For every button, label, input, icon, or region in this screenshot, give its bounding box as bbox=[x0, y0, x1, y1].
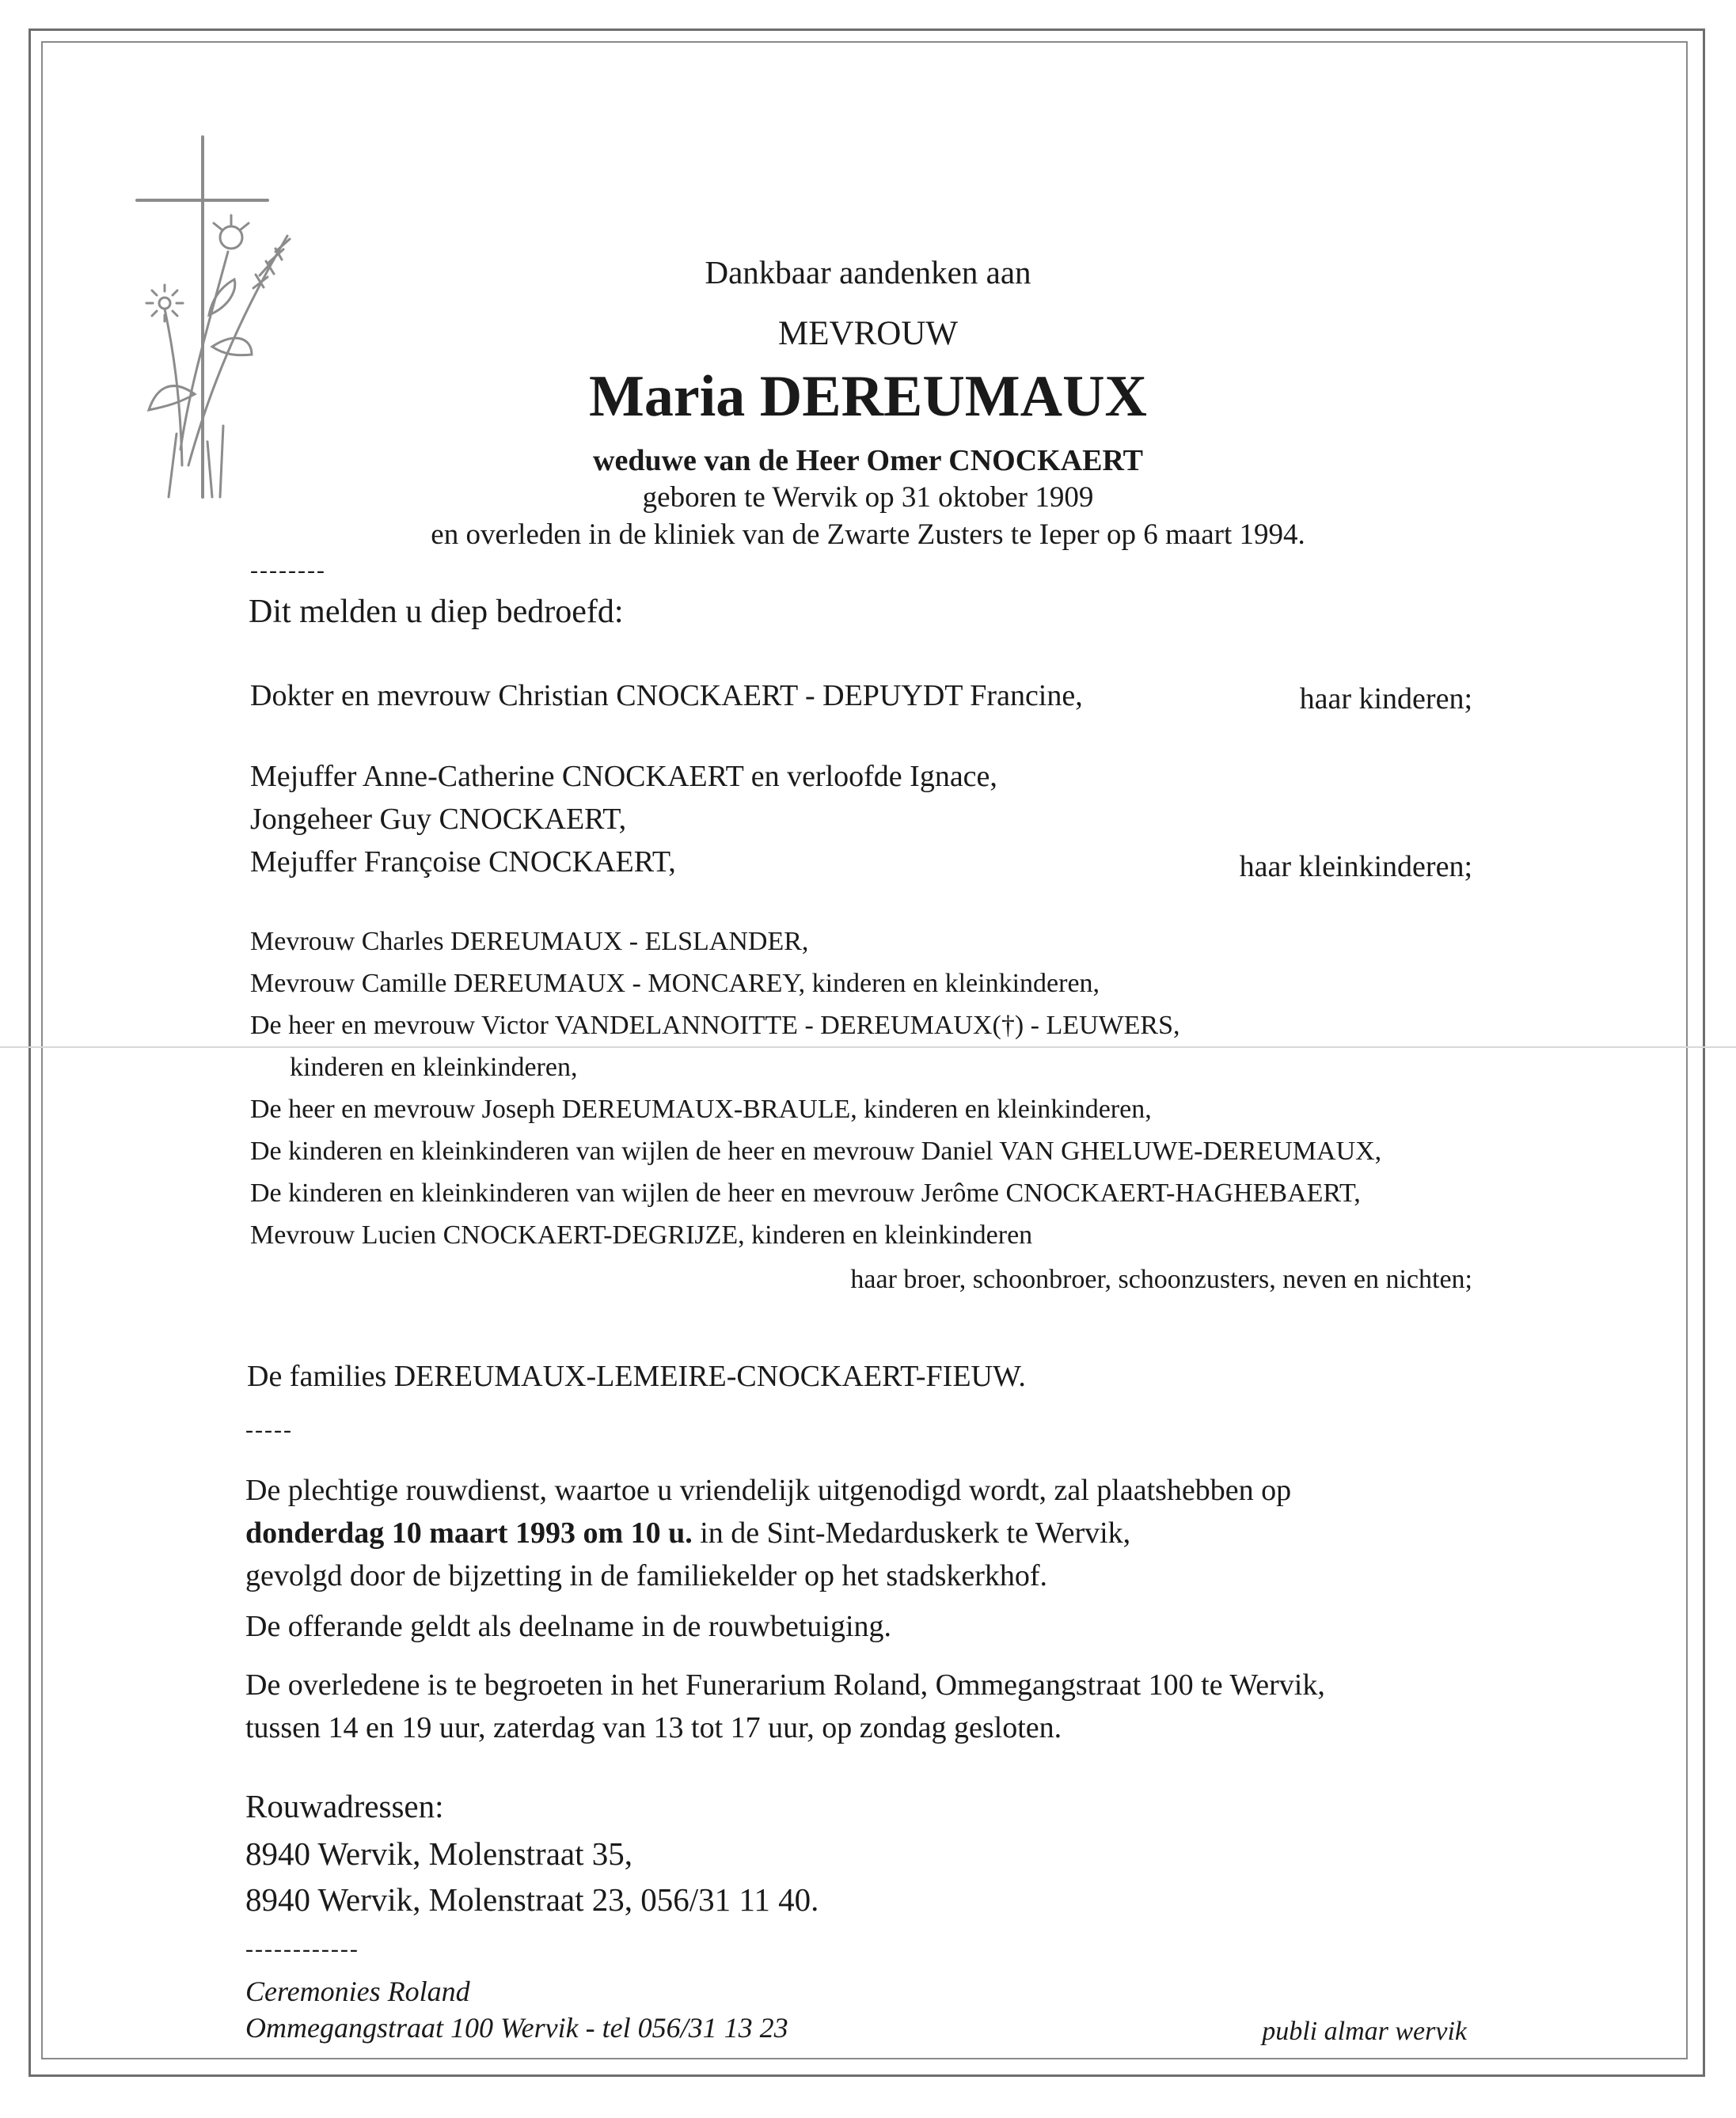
relative-line: De kinderen en kleinkinderen van wijlen de heer en mevrouw Daniel VAN GHELUWE-DEREUMAUX, bbox=[250, 1137, 1382, 1166]
grandchildren-relation: haar kleinkinderen; bbox=[1239, 850, 1472, 883]
relative-line: De heer en mevrouw Victor VANDELANNOITTE - DEREUMAUX(†) - LEUWERS, bbox=[250, 1011, 1180, 1040]
addresses-label: Rouwadressen: bbox=[245, 1788, 444, 1824]
separator: -------- bbox=[250, 557, 326, 583]
honorific: MEVROUW bbox=[778, 315, 958, 352]
relative-line: De heer en mevrouw Joseph DEREUMAUX-BRAULE, kinderen en kleinkinderen, bbox=[250, 1095, 1152, 1124]
separator: ------------ bbox=[245, 1936, 359, 1962]
spouse-line: weduwe van de Heer Omer CNOCKAERT bbox=[593, 444, 1143, 477]
relative-line: kinderen en kleinkinderen, bbox=[290, 1053, 578, 1082]
announcement: Dit melden u diep bedroefd: bbox=[249, 594, 624, 630]
relative-line: Mevrouw Camille DEREUMAUX - MONCAREY, kinderen en kleinkinderen, bbox=[250, 969, 1100, 998]
families-line: De families DEREUMAUX-LEMEIRE-CNOCKAERT-FIEUW. bbox=[247, 1360, 1026, 1393]
service-line: De plechtige rouwdienst, waartoe u vriendelijk uitgenodigd wordt, zal plaatshebben op bbox=[245, 1474, 1292, 1507]
service-date: donderdag 10 maart 1993 om 10 u. bbox=[245, 1516, 693, 1550]
siblings-relation: haar broer, schoonbroer, schoonzusters, neven en nichten; bbox=[850, 1265, 1472, 1294]
children-line: Dokter en mevrouw Christian CNOCKAERT - DEPUYDT Francine, bbox=[250, 679, 1083, 712]
relative-line: Mevrouw Lucien CNOCKAERT-DEGRIJZE, kinderen en kleinkinderen bbox=[250, 1220, 1033, 1250]
service-date-line bbox=[245, 1518, 1130, 1548]
intro-line: Dankbaar aandenken aan bbox=[705, 254, 1031, 290]
address-line: 8940 Wervik, Molenstraat 35, bbox=[245, 1835, 632, 1872]
grandchild-line: Jongeheer Guy CNOCKAERT, bbox=[250, 803, 627, 836]
children-relation: haar kinderen; bbox=[1299, 682, 1472, 715]
address-line: 8940 Wervik, Molenstraat 23, 056/31 11 40. bbox=[245, 1881, 819, 1918]
undertaker-name: Ceremonies Roland bbox=[245, 1976, 470, 2007]
birth-line: geboren te Wervik op 31 oktober 1909 bbox=[642, 481, 1094, 514]
death-line: en overleden in de kliniek van de Zwarte Zusters te Ieper op 6 maart 1994. bbox=[431, 518, 1305, 551]
printer-credit: publi almar wervik bbox=[1262, 2017, 1467, 2046]
fold-line bbox=[0, 1046, 1736, 1048]
offering-line: De offerande geldt als deelname in de rouwbetuiging. bbox=[245, 1610, 892, 1643]
service-line: gevolgd door de bijzetting in de familiekelder op het stadskerkhof. bbox=[245, 1559, 1048, 1592]
relative-line: De kinderen en kleinkinderen van wijlen de heer en mevrouw Jerôme CNOCKAERT-HAGHEBAERT, bbox=[250, 1179, 1361, 1208]
relative-line: Mevrouw Charles DEREUMAUX - ELSLANDER, bbox=[250, 927, 809, 956]
grandchild-line: Mejuffer Françoise CNOCKAERT, bbox=[250, 845, 676, 879]
funerarium-line: De overledene is te begroeten in het Funerarium Roland, Ommegangstraat 100 te Wervik, bbox=[245, 1668, 1325, 1702]
separator: ----- bbox=[245, 1417, 293, 1443]
service-location: in de Sint-Medarduskerk te Wervik, bbox=[692, 1516, 1131, 1550]
deceased-name: Maria DEREUMAUX bbox=[589, 364, 1147, 429]
undertaker-address: Ommegangstraat 100 Wervik - tel 056/31 13 23 bbox=[245, 2012, 788, 2044]
funerarium-line: tussen 14 en 19 uur, zaterdag van 13 tot 17 uur, op zondag gesloten. bbox=[245, 1711, 1062, 1744]
grandchild-line: Mejuffer Anne-Catherine CNOCKAERT en verloofde Ignace, bbox=[250, 760, 997, 793]
